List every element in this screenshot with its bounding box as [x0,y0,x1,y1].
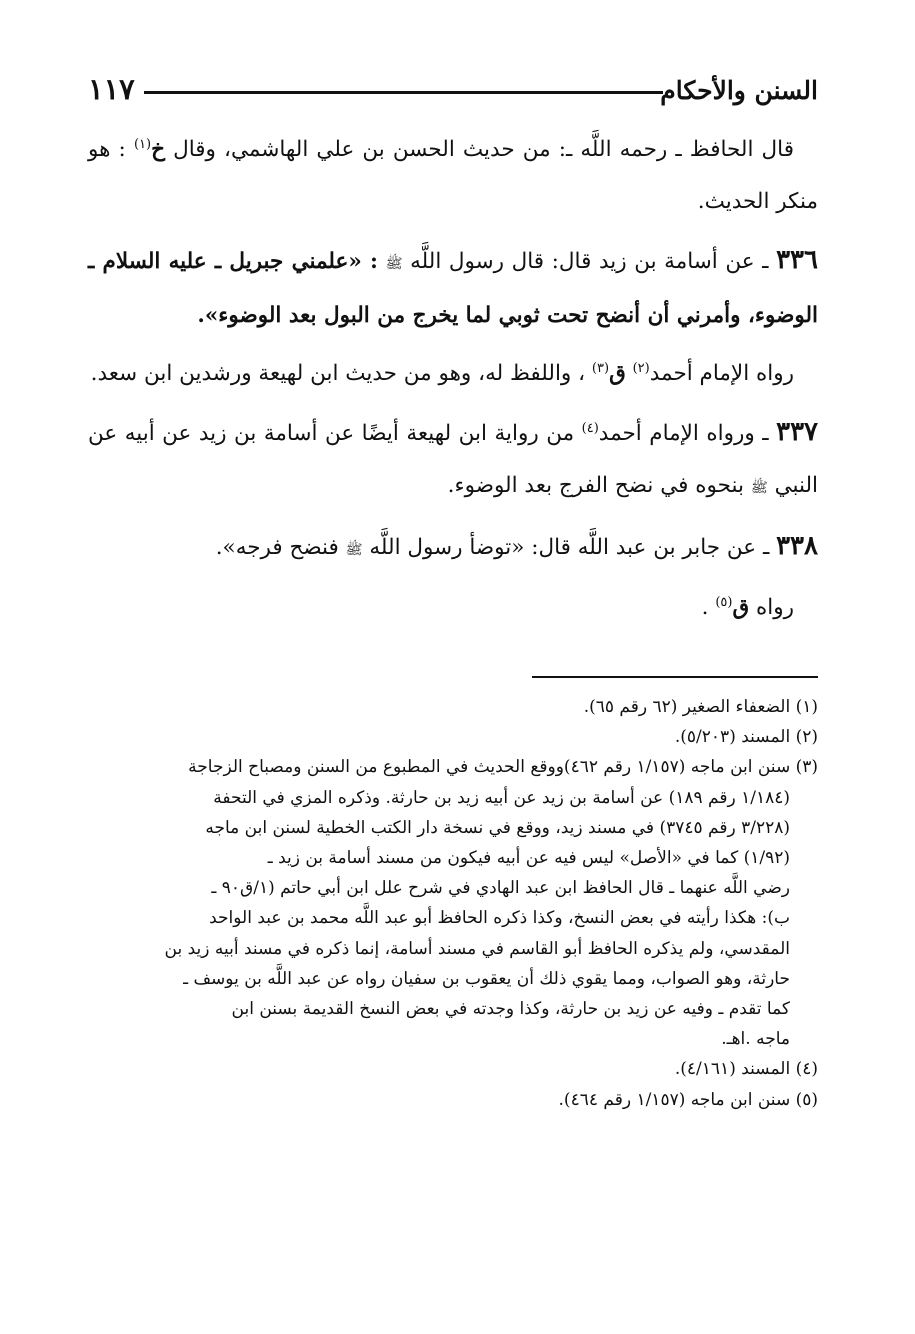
footnote-line: ماجه .اهـ. [721,1029,790,1050]
salutation-glyph: ﷺ [345,542,363,558]
source-abbr: ق [732,595,750,620]
text: . [701,595,709,620]
footnote-line: (١/٩٢) كما في «الأصل» ليس فيه عن أبيه فيكون من مسند أسامة بن زيد ـ [267,848,790,869]
hadith-text: : «علمني جبريل ـ عليه السلام ـ الوضوء، وأمرني أن أنضح تحت ثوبي لما يخرج من البول بعد الوضوء». [88,249,818,328]
source-abbr: ق [609,361,626,386]
footnote-line: (٣) سنن ابن ماجه (١/١٥٧ رقم ٤٦٢)ووقع الحديث في المطبوع من السنن ومصباح الزجاجة [188,757,818,778]
hadith-intro: ـ عن أسامة بن زيد قال: قال رسول اللَّه [410,249,769,274]
page-header [88,70,818,110]
footnote-ref-2: (٢) [632,360,650,376]
hadith-number: ٣٣٦ [776,245,818,275]
text: ـ عن جابر بن عبد اللَّه قال: «توضأ رسول اللَّه [369,535,770,560]
text: فنضح فرجه». [215,535,339,560]
footnote-ref-5: (٥) [715,594,733,610]
source-abbr: خ [151,137,165,162]
text: رواه [755,595,794,620]
footnote-line: رضي اللَّه عنهما ـ قال الحافظ ابن عبد الهادي في شرح علل ابن أبي حاتم (١/ق٩٠ ـ [211,878,790,899]
main-text [88,124,818,634]
header-rule [144,91,663,94]
text: من رواية ابن لهيعة أيضًا عن أسامة بن زيد عن أبيه عن النبي [88,421,818,498]
hadith-number: ٣٣٧ [776,417,819,447]
footnote-line: حارثة، وهو الصواب، ومما يقوي ذلك أن يعقوب بن سفيان رواه عن عبد اللَّه بن يوسف ـ [183,968,790,989]
hadith-number: ٣٣٨ [776,531,818,561]
hadith-337 [88,406,818,514]
text: رواه الإمام أحمد [649,361,794,386]
text: قال الحافظ ـ رحمه اللَّه ـ: من حديث الحسن بن علي الهاشمي، وقال [173,137,794,162]
hadith-336 [88,234,818,342]
text: بنحوه في نضح الفرج بعد الوضوء. [447,473,744,498]
text: : هو منكر الحديث. [88,137,818,214]
footnote-line: المقدسي، ولم يذكره الحافظ أبو القاسم في مسند أسامة، إنما ذكره في مسند أبيه زيد بن [164,938,790,959]
text: ، واللفظ له، وهو من حديث ابن لهيعة ورشدين ابن سعد. [90,361,586,386]
paragraph-narration-338 [88,582,818,634]
footnote-3 [88,752,818,1054]
page-number: ١١٧ [88,72,135,106]
hadith-338 [88,520,818,576]
footnote-5: (٥) سنن ابن ماجه (١/١٥٧ رقم ٤٦٤). [558,1089,818,1110]
paragraph-hafiz-comment [88,124,818,228]
footnote-line: كما تقدم ـ وفيه عن زيد بن حارثة، وكذا وجدته في بعض النسخ القديمة بسنن ابن [231,999,790,1020]
paragraph-narration-336 [88,348,818,400]
footnote-ref-1: (١) [133,136,152,152]
footnote-separator [532,676,818,678]
footnote-1: (١) الضعفاء الصغير (٦٢ رقم ٦٥). [583,697,818,717]
text: ـ ورواه الإمام أحمد [598,421,769,446]
footnote-line: (٣/٢٢٨ رقم ٣٧٤٥) في مسند زيد، ووقع في نسخة دار الكتب الخطية لسنن ابن ماجه [205,817,790,838]
salutation-glyph: ﷺ [750,480,768,496]
footnote-line: (١/١٨٤ رقم ١٨٩) عن أسامة بن زيد عن أبيه زيد بن حارثة. وذكره المزي في التحفة [213,787,790,808]
footnote-ref-3: (٣) [591,360,610,376]
footnote-4: (٤) المسند (٤/١٦١). [674,1059,818,1080]
footnote-line: ب): هكذا رأيته في بعض النسخ، وكذا ذكره الحافظ أبو عبد اللَّه محمد بن عبد الواحد [209,908,790,929]
footnote-2: (٢) المسند (٥/٢٠٣). [674,727,818,748]
footnote-ref-4: (٤) [581,420,599,436]
running-title: السنن والأحكام [660,76,818,105]
footnotes [88,692,818,1115]
salutation-glyph: ﷺ [385,256,403,272]
